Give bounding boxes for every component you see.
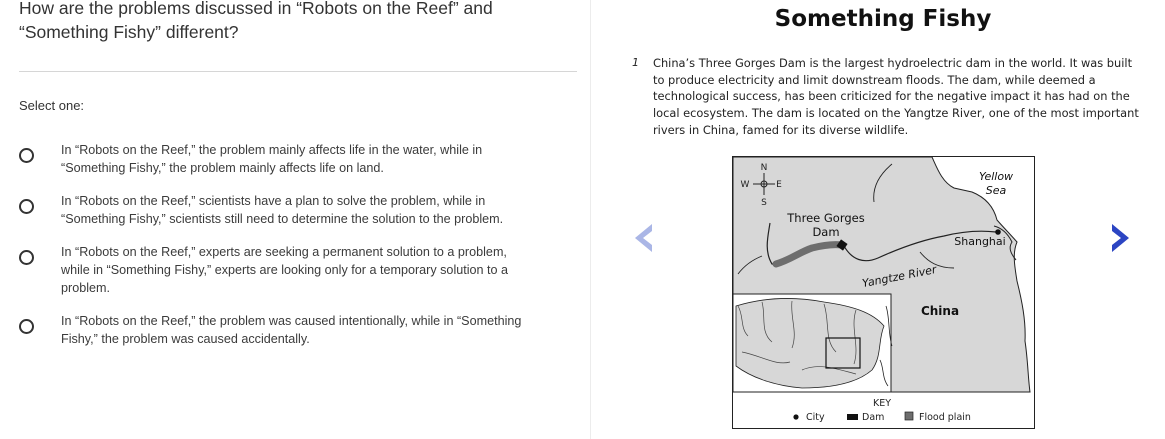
radio-button-d[interactable]	[19, 319, 34, 334]
china-label: China	[920, 304, 960, 318]
radio-button-c[interactable]	[19, 250, 34, 265]
dam-label-line1: Three Gorges	[787, 211, 865, 225]
yangtze-map-figure	[732, 156, 1035, 429]
chevron-left-icon	[632, 222, 656, 254]
yangtze-river-label: Yangtze River	[861, 263, 938, 291]
passage-paragraph: China’s Three Gorges Dam is the largest hydroelectric dam in the world. It was built to produce electricity and limit downstream floods. The dam, while deemed a technological success, has been criticized for the negative impact it has had on the local ecosystem. The dam is located on the Yangtze River, one of the most important rivers in China, famed for its diverse wildlife.	[653, 56, 1139, 137]
key-city-label: City	[806, 412, 825, 423]
key-dam-swatch	[847, 414, 858, 420]
answer-choice-c-text[interactable]: In “Robots on the Reef,” experts are seeking a permanent solution to a problem, while in “Something Fishy,” experts are looking only for a temporary solution to a problem.	[61, 245, 509, 295]
chevron-right-icon	[1108, 222, 1132, 254]
key-city-dot	[793, 414, 798, 419]
sea-label-line1: Yellow	[978, 170, 1014, 183]
answer-choice-a-text[interactable]: In “Robots on the Reef,” the problem mainly affects life in the water, while in “Something Fishy,” the problem mainly affects life on land.	[61, 143, 483, 175]
passage-title: Something Fishy	[774, 6, 992, 32]
compass-west: W	[740, 180, 750, 190]
compass-east: E	[776, 180, 782, 190]
shanghai-label: Shanghai	[954, 235, 1006, 248]
answer-choice-d-text[interactable]: In “Robots on the Reef,” the problem was caused intentionally, while in “Something Fishy,” the problem was caused accidentally.	[61, 314, 522, 346]
previous-page-button[interactable]	[632, 222, 656, 254]
passage-pane	[591, 0, 1165, 439]
compass-south: S	[761, 198, 767, 208]
dam-label-line2: Dam	[812, 225, 840, 239]
select-one-instruction: Select one:	[19, 98, 85, 113]
answer-choice-b-text[interactable]: In “Robots on the Reef,” scientists have a plan to solve the problem, while in “Something Fishy,” scientists still need to determine the solution to the problem.	[61, 194, 504, 226]
question-text: How are the problems discussed in “Robots on the Reef” and “Something Fishy” different?	[19, 0, 493, 42]
yangtze-map	[732, 156, 1035, 429]
question-divider	[19, 71, 577, 72]
paragraph-number: 1	[632, 56, 639, 69]
inset-locator-map	[733, 294, 892, 392]
radio-button-b[interactable]	[19, 199, 34, 214]
key-flood-plain-label: Flood plain	[919, 412, 971, 423]
sea-label-line2: Sea	[985, 184, 1007, 197]
key-flood-plain-swatch	[905, 412, 913, 420]
compass-north: N	[760, 163, 768, 173]
map-key-title: KEY	[872, 398, 892, 409]
shanghai-city-dot	[995, 229, 1001, 235]
next-page-button[interactable]	[1108, 222, 1132, 254]
key-dam-label: Dam	[862, 412, 885, 423]
radio-button-a[interactable]	[19, 148, 34, 163]
